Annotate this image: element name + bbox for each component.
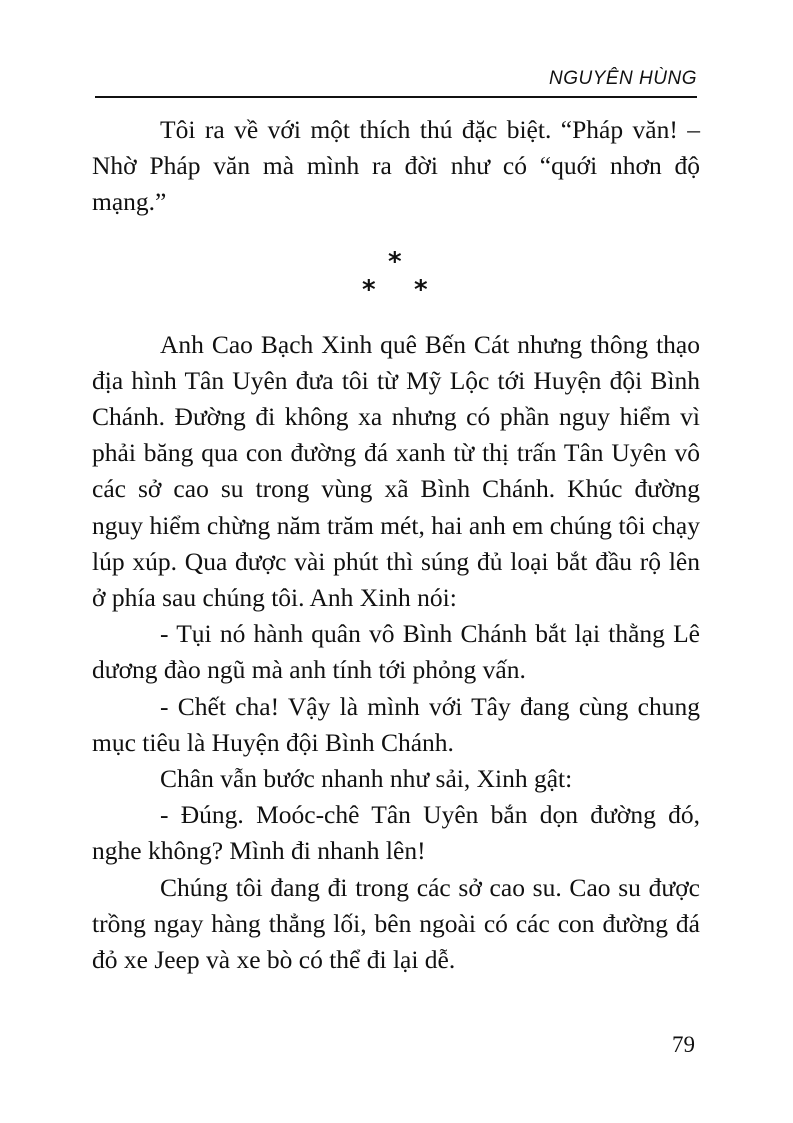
section-separator [92, 239, 700, 311]
paragraph-intro: Tôi ra về với một thích thú đặc biệt. “Pháp văn! – Nhờ Pháp văn mà mình ra đời như có “quới nhơn độ mạng.” [92, 115, 700, 217]
separator-star-right: * [414, 274, 428, 305]
paragraph-narrative: Anh Cao Bạch Xinh quê Bến Cát nhưng thông thạo địa hình Tân Uyên đưa tôi từ Mỹ Lộc tới Huyện đội Bình Chánh. Đường đi không xa nhưng có phần nguy hiểm vì phải băng qua con đường đá xanh từ thị trấn Tân Uyên vô các sở cao su trong vùng xã Bình Chánh. Khúc đường nguy hiểm chừng năm trăm mét, hai anh em chúng tôi chạy lúp xúp. Qua được vài phút thì súng đủ loại bắt đầu rộ lên ở phía sau chúng tôi. Anh Xinh nói: [92, 329, 700, 613]
separator-star-left: * [362, 274, 376, 305]
dialog-line-2: - Chết cha! Vậy là mình với Tây đang cùng chung mục tiêu là Huyện đội Bình Chánh. [92, 691, 700, 757]
page-number: 79 [672, 1032, 695, 1057]
separator-star-top: * [388, 246, 402, 277]
dialog-line-3: - Đúng. Moóc-chê Tân Uyên bắn dọn đường đó, nghe không? Mình đi nhanh lên! [92, 800, 700, 866]
running-header [95, 62, 697, 98]
header-author: NGUYÊN HÙNG [548, 68, 697, 89]
paragraph-xinh-nods: Chân vẫn bước nhanh như sải, Xinh gật: [160, 764, 573, 794]
page-body [92, 112, 700, 978]
paragraph-rubber-plantation: Chúng tôi đang đi trong các sở cao su. Cao su được trồng ngay hàng thẳng lối, bên ngoài có các con đường đá đỏ xe Jeep và xe bò có thể đi lại dễ. [92, 872, 700, 975]
dialog-line-1: - Tụi nó hành quân vô Bình Chánh bắt lại thằng Lê dương đào ngũ mà anh tính tới phỏng vấn. [92, 619, 700, 685]
